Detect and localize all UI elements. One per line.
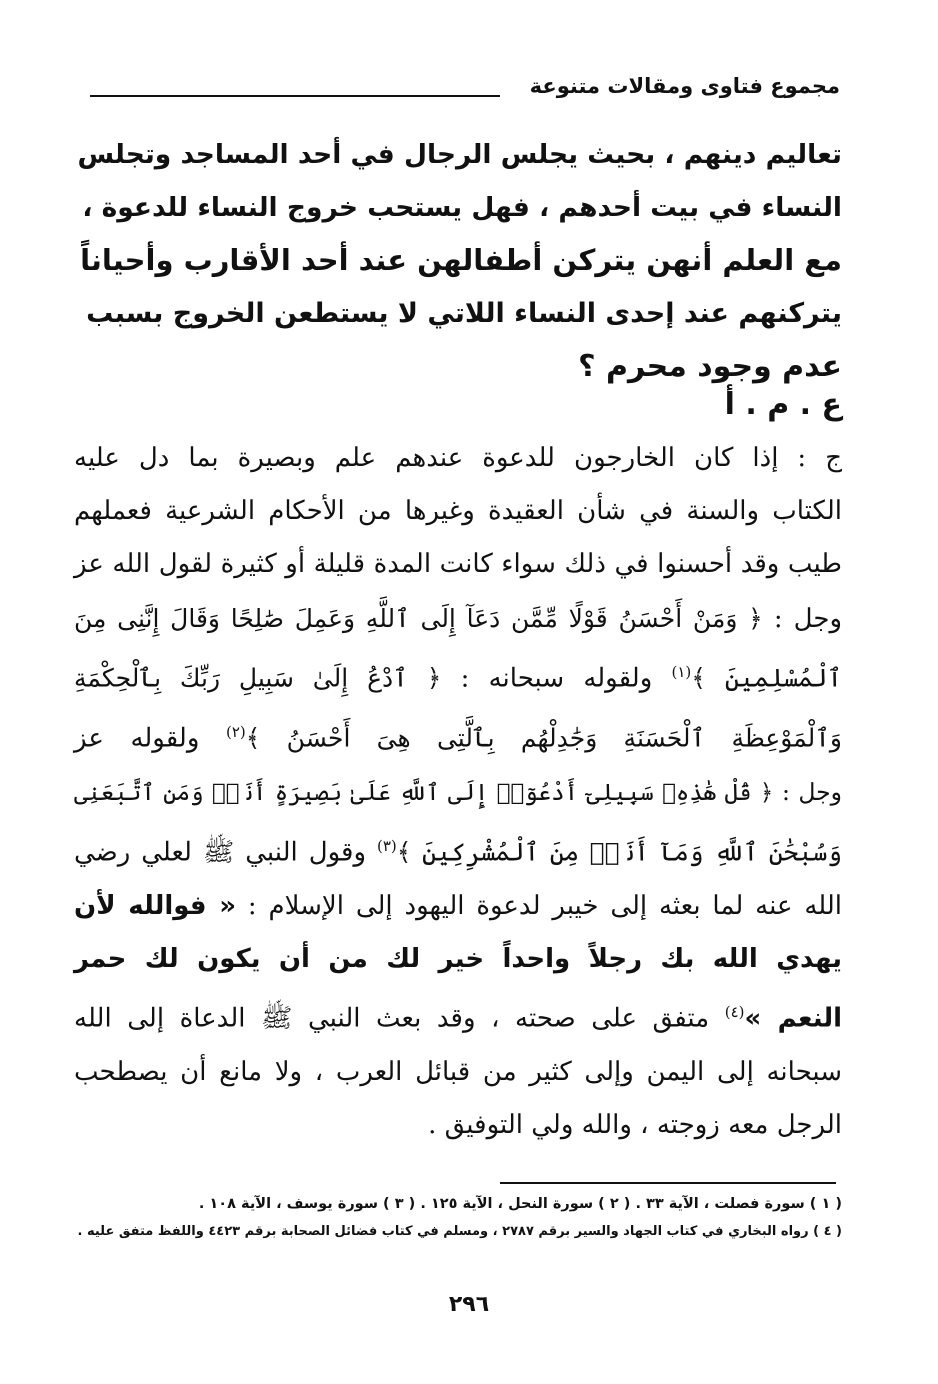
question-line: يتركنهم عند إحدى النساء اللاتي لا يستطعن الخروج بسبب [86, 298, 842, 329]
answer-line [74, 592, 842, 646]
answer-text-segment: وجل : [781, 777, 842, 806]
hadith-quote: « فوالله لأن [74, 890, 237, 921]
quran-verse: ٱلْمُسْلِمِينَ ﴾ [691, 663, 843, 693]
footnote-ref: (٢) [225, 722, 246, 741]
answer-text-segment: وجل : [773, 603, 843, 634]
question-line: النساء في بيت أحدهم ، فهل يستحب خروج النساء للدعوة ، [82, 192, 842, 223]
quran-verse: وَٱلْمَوْعِظَةِ ٱلْحَسَنَةِ وَجَٰدِلْهُم بِٱلَّتِى هِىَ أَحْسَنُ ﴾ [245, 723, 842, 753]
question-line: تعاليم دينهم ، بحيث يجلس الرجال في أحد المساجد وتجلس [77, 139, 842, 170]
answer-line: ج : إذا كان الخارجون للدعوة عندهم علم وبصيرة بما دل عليه [74, 443, 842, 473]
footnotes [62, 1190, 842, 1246]
quran-verse: وَسُبْحَٰنَ ٱللَّهِ وَمَآ أَنَا۠ مِنَ ٱلْمُشْرِكِينَ ﴾ [396, 837, 843, 867]
quran-verse: ﴿ وَمَنْ أَحْسَنُ قَوْلًا مِّمَّن دَعَآ إِلَى ٱللَّهِ وَعَمِلَ صَٰلِحًا وَقَالَ إِنَّنِى مِنَ [74, 603, 763, 633]
answer-line: الكتاب والسنة في شأن العقيدة وغيرها من الأحكام الشرعية فعملهم [74, 496, 842, 527]
running-header [90, 74, 840, 98]
question-text [74, 128, 842, 393]
answer-line [74, 646, 842, 706]
answer-line: طيب وقد أحسنوا في ذلك سواء كانت المدة قليلة أو كثيرة لقول الله عز [74, 549, 842, 580]
quran-verse: ﴿ قُلْ هَٰذِهِۦ سَبِيلِىٓ أَدْعُوٓا۟ إِلَى ٱللَّهِ عَلَىٰ بَصِيرَةٍ أَنَا۠ وَمَنِ ٱتَّبَعَنِى [74, 779, 774, 806]
answer-line [74, 820, 842, 880]
answer-line [74, 933, 842, 986]
answer-text-segment: ولقوله سبحانه : [460, 663, 653, 694]
footnote-rule [500, 1182, 836, 1184]
hadith-quote: النعم » [744, 1003, 843, 1034]
question-line: عدم وجود محرم ؟ [578, 349, 842, 384]
answer-line [74, 986, 842, 1046]
answer-line [74, 766, 842, 820]
footnote-ref: (٤) [724, 1003, 745, 1021]
answer-text-segment: ولقوله عز [74, 723, 200, 754]
answer-line: الرجل معه زوجته ، والله ولي التوفيق . [428, 1110, 842, 1141]
answer-text-segment: وقول النبي ﷺ لعلي رضي [74, 837, 367, 868]
footnote-ref: (٣) [376, 836, 397, 855]
header-title: مجموع فتاوى ومقالات متنوعة [529, 74, 840, 98]
answer-line [74, 880, 842, 933]
answer-line: سبحانه إلى اليمن وإلى كثير من قبائل العرب ، ولا مانع أن يصطحب [74, 1056, 842, 1087]
page-number: ٢٩٦ [448, 1292, 490, 1317]
hadith-quote: يهدي الله بك رجلاً واحداً خير لك من أن يكون لك حمر [74, 943, 842, 974]
asker-initials: ع . م . أ [724, 387, 842, 422]
question-line: مع العلم أنهن يتركن أطفالهن عند أحد الأقارب وأحياناً [80, 243, 842, 277]
quran-verse: ﴿ ٱدْعُ إِلَىٰ سَبِيلِ رَبِّكَ بِٱلْحِكْمَةِ [74, 663, 442, 693]
answer-text [74, 432, 842, 1152]
answer-text-segment: الله عنه لما بعثه إلى خيبر لدعوة اليهود إلى الإسلام : [247, 890, 843, 921]
footnote: ( ٤ ) رواه البخاري في كتاب الجهاد والسير برقم ٢٧٨٧ ، ومسلم في كتاب فضائل الصحابة برقم ٤٤٢٣ واللفظ متفق عليه . [77, 1224, 842, 1239]
footnote: ( ١ ) سورة فصلت ، الآية ٣٣ . ( ٢ ) سورة النحل ، الآية ١٢٥ . ( ٣ ) سورة يوسف ، الآية ١٠٨ . [198, 1196, 842, 1212]
answer-line [74, 706, 842, 766]
header-rule [90, 95, 500, 97]
footnote-ref: (١) [671, 662, 692, 681]
answer-text-segment: متفق على صحته ، وقد بعث النبي ﷺ الدعاة إلى الله [74, 1003, 710, 1034]
